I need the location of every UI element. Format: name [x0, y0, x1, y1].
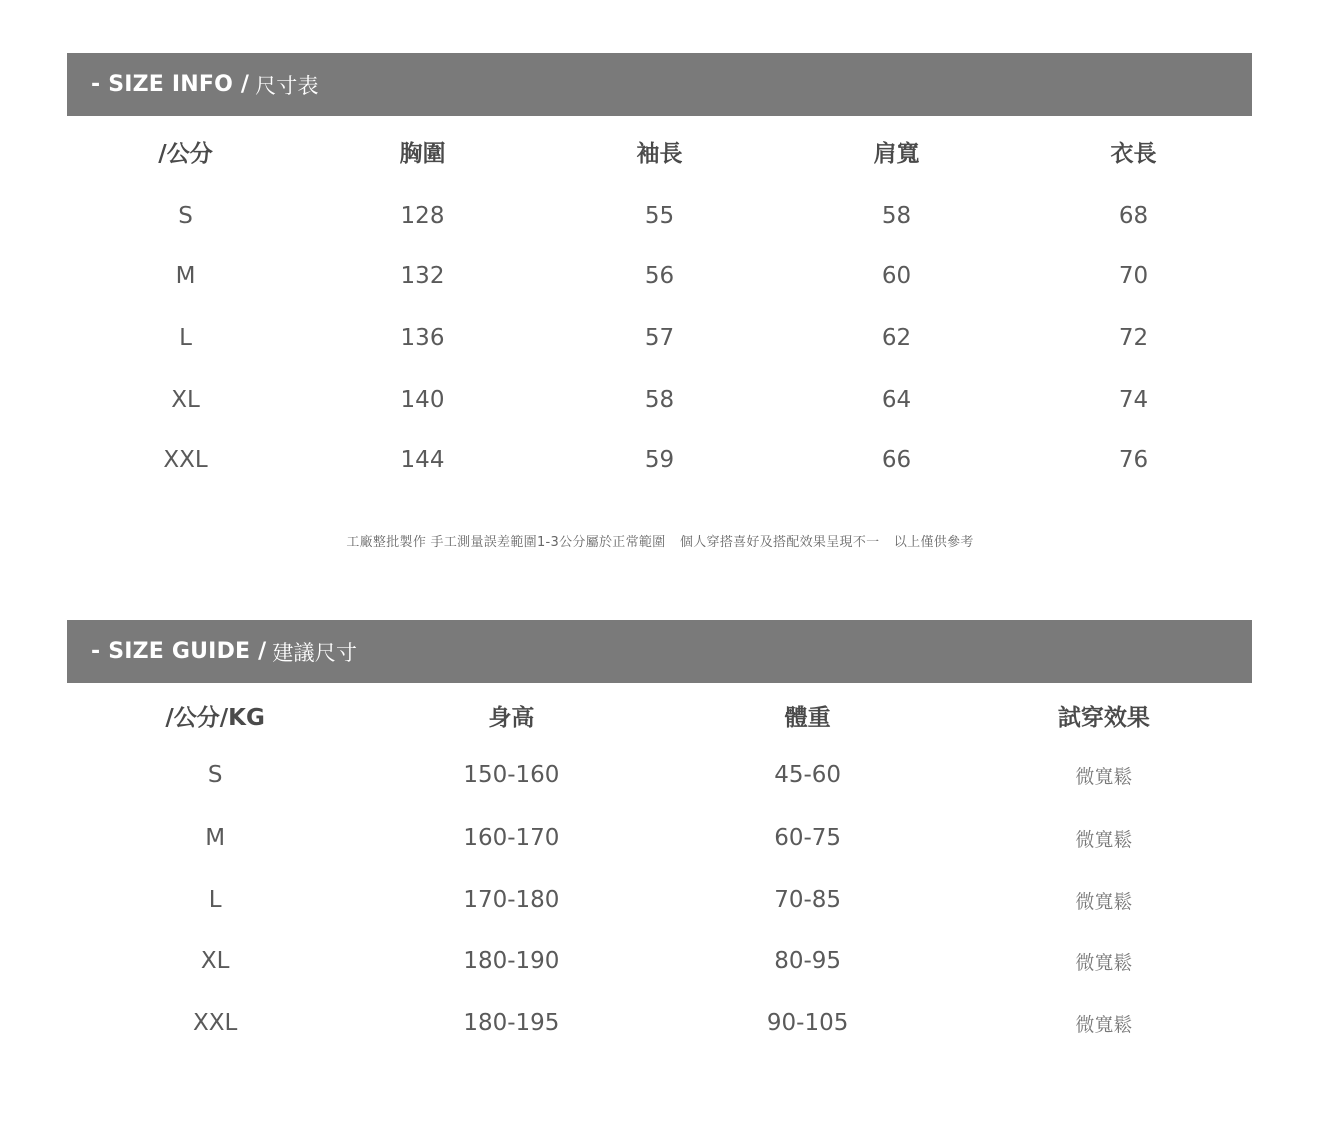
size-info-header-bar — [67, 53, 1252, 116]
table-row — [67, 258, 1252, 294]
size-guide-title-zh: 建議尺寸 — [272, 640, 358, 665]
chest-value: 128 — [400, 203, 445, 229]
size-label: S — [178, 203, 193, 229]
sleeve-value: 59 — [644, 447, 675, 473]
chest-value: 140 — [400, 387, 445, 413]
table-row — [67, 382, 1252, 418]
shoulder-value: 66 — [881, 447, 912, 473]
size-info-title: - SIZE INFO / — [91, 72, 250, 97]
length-value: 68 — [1118, 203, 1149, 229]
shoulder-value: 58 — [881, 203, 912, 229]
chest-value: 136 — [400, 325, 445, 351]
note-part-3: 以上僅供參考 — [893, 535, 974, 550]
height-range: 180-195 — [463, 1010, 560, 1036]
table-row — [67, 1005, 1252, 1041]
size-info-col-sleeve: 袖長 — [636, 140, 683, 167]
length-value: 76 — [1118, 447, 1149, 473]
weight-range: 90-105 — [766, 1010, 849, 1036]
size-label: M — [205, 825, 226, 851]
size-label: L — [179, 325, 192, 351]
chest-value: 144 — [400, 447, 445, 473]
height-range: 180-190 — [463, 948, 560, 974]
height-range: 170-180 — [463, 887, 560, 913]
fit-effect: 微寬鬆 — [1075, 951, 1133, 974]
size-guide-col-weight: 體重 — [784, 704, 831, 731]
length-value: 72 — [1118, 325, 1149, 351]
measurement-note — [0, 531, 1320, 550]
height-range: 160-170 — [463, 825, 560, 851]
size-info-header-row — [67, 133, 1252, 169]
table-row — [67, 820, 1252, 856]
note-part-1: 工廠整批製作 手工測量誤差範圍1-3公分屬於正常範圍 — [346, 535, 666, 550]
table-row — [67, 320, 1252, 356]
chest-value: 132 — [400, 263, 445, 289]
length-value: 70 — [1118, 263, 1149, 289]
size-label: XL — [200, 948, 230, 974]
size-guide-col-fit: 試穿效果 — [1057, 704, 1150, 731]
table-row — [67, 198, 1252, 234]
table-row — [67, 882, 1252, 918]
size-info-col-chest: 胸圍 — [399, 140, 446, 167]
weight-range: 45-60 — [774, 762, 842, 788]
size-label: XL — [171, 387, 200, 413]
shoulder-value: 62 — [881, 325, 912, 351]
note-part-2: 個人穿搭喜好及搭配效果呈現不一 — [679, 535, 880, 550]
size-label: M — [175, 263, 196, 289]
sleeve-value: 57 — [644, 325, 675, 351]
sleeve-value: 58 — [644, 387, 675, 413]
size-info-col-length: 衣長 — [1110, 140, 1157, 167]
table-row — [67, 757, 1252, 793]
size-guide-col-unit: /公分/KG — [165, 704, 265, 731]
fit-effect: 微寬鬆 — [1075, 828, 1133, 851]
fit-effect: 微寬鬆 — [1075, 765, 1133, 788]
size-guide-col-height: 身高 — [488, 704, 535, 731]
length-value: 74 — [1118, 387, 1149, 413]
size-label: S — [207, 762, 223, 788]
weight-range: 80-95 — [774, 948, 842, 974]
size-label: L — [208, 887, 222, 913]
fit-effect: 微寬鬆 — [1075, 1013, 1133, 1036]
size-label: XXL — [163, 447, 208, 473]
size-info-title-zh: 尺寸表 — [255, 73, 319, 98]
sleeve-value: 56 — [644, 263, 675, 289]
size-label: XXL — [192, 1010, 238, 1036]
table-row — [67, 943, 1252, 979]
table-row — [67, 442, 1252, 478]
size-info-col-shoulder: 肩寬 — [873, 140, 920, 167]
size-guide-header-bar — [67, 620, 1252, 683]
size-guide-header-row — [67, 697, 1252, 733]
size-guide-title: - SIZE GUIDE / — [91, 639, 267, 664]
weight-range: 70-85 — [774, 887, 842, 913]
size-info-col-unit: /公分 — [158, 140, 213, 167]
shoulder-value: 60 — [881, 263, 912, 289]
weight-range: 60-75 — [774, 825, 842, 851]
height-range: 150-160 — [463, 762, 560, 788]
fit-effect: 微寬鬆 — [1075, 890, 1133, 913]
sleeve-value: 55 — [644, 203, 675, 229]
shoulder-value: 64 — [881, 387, 912, 413]
